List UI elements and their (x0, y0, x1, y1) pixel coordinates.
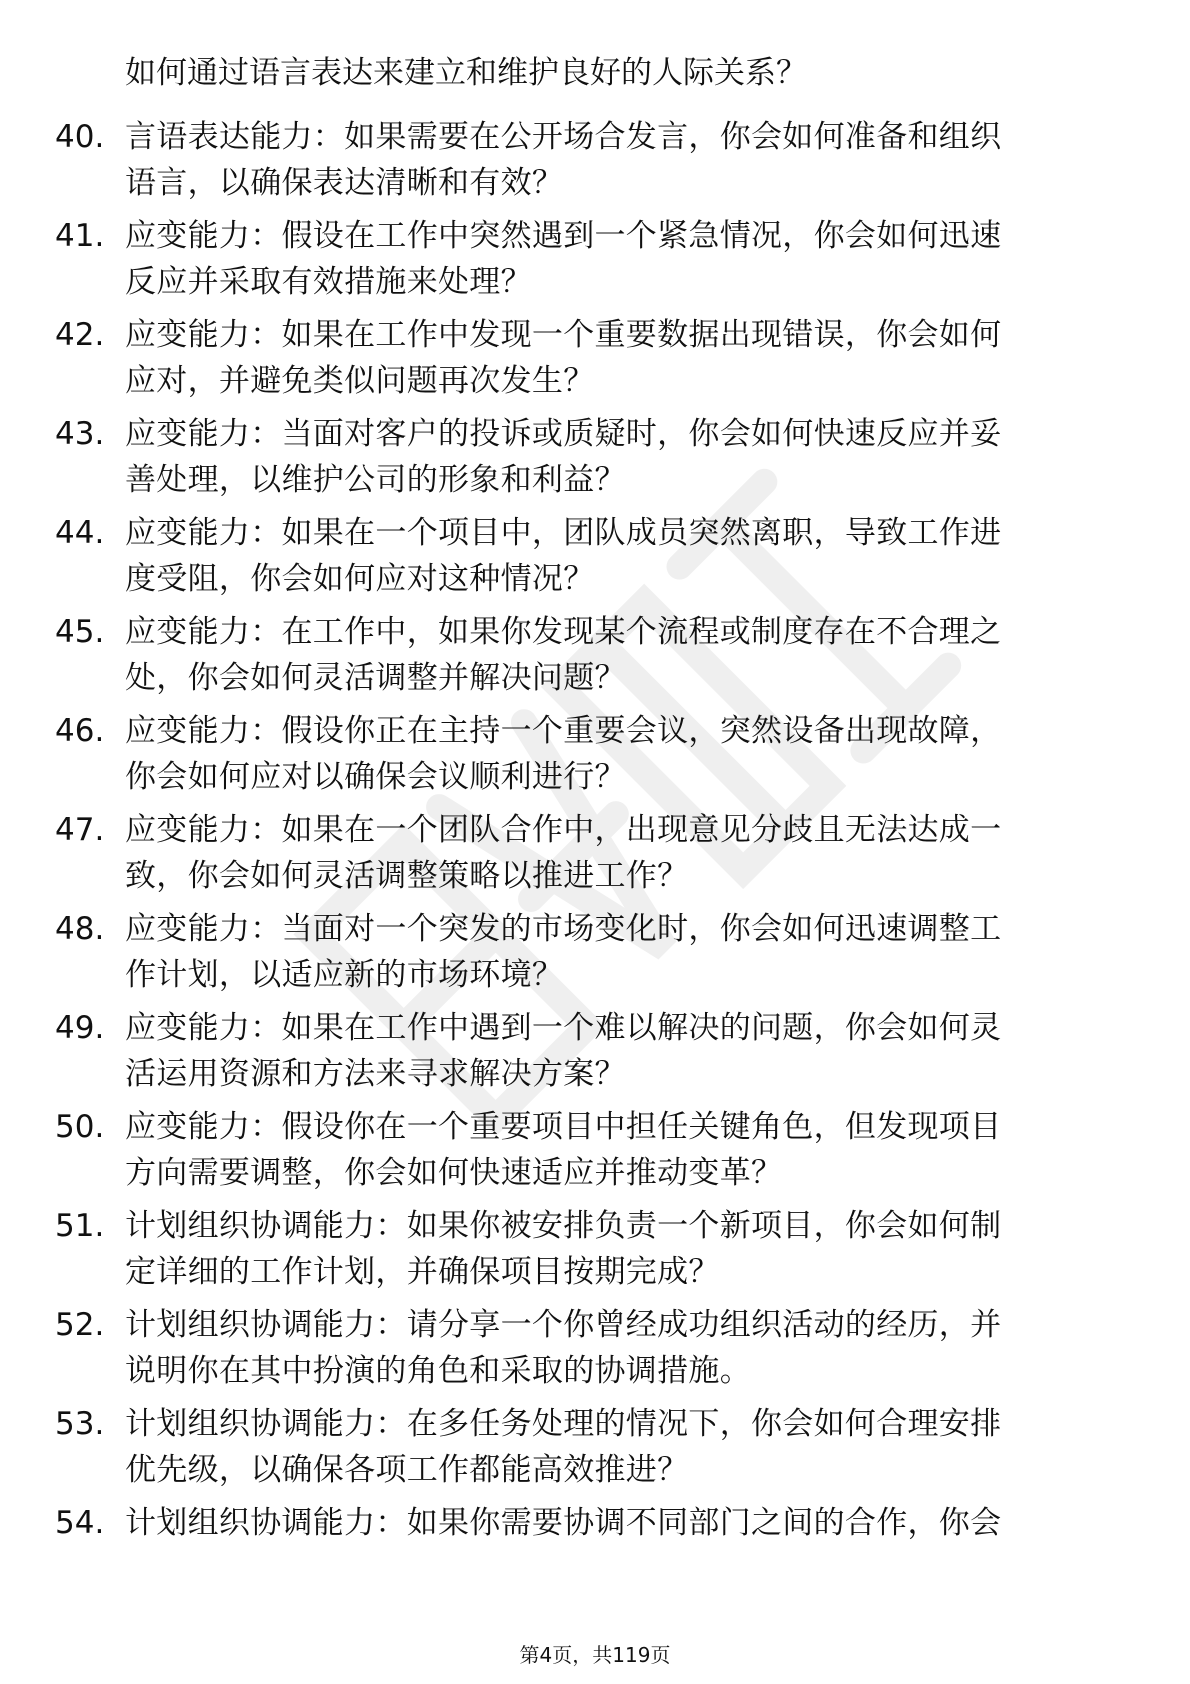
item-number: 48. (55, 911, 105, 947)
list-item (0, 1104, 1190, 1203)
list-item (0, 708, 1190, 807)
item-number: 50. (55, 1109, 105, 1145)
item-line: 应变能力：如果在工作中发现一个重要数据出现错误，你会如何 (125, 317, 1002, 353)
item-line: 计划组织协调能力：请分享一个你曾经成功组织活动的经历，并 (125, 1307, 1002, 1343)
item-text (125, 1203, 1115, 1295)
item-line: 计划组织协调能力：如果你被安排负责一个新项目，你会如何制 (125, 1208, 1002, 1244)
item-line: 应变能力：如果在一个团队合作中，出现意见分歧且无法达成一 (125, 812, 1002, 848)
list-item (0, 114, 1190, 213)
list-item (0, 906, 1190, 1005)
item-text (125, 1104, 1115, 1196)
item-text (125, 510, 1115, 602)
item-line: 言语表达能力：如果需要在公开场合发言，你会如何准备和组织 (125, 119, 1002, 155)
item-number: 52. (55, 1307, 105, 1343)
item-number: 49. (55, 1010, 105, 1046)
item-number: 43. (55, 416, 105, 452)
list-item (0, 1203, 1190, 1302)
item-text (125, 1302, 1115, 1394)
item-line: 反应并采取有效措施来处理？ (125, 264, 532, 300)
continuation-line: 如何通过语言表达来建立和维护良好的人际关系？ (125, 55, 807, 91)
page-footer: 第4页，共119页 (519, 1643, 671, 1667)
item-text (125, 906, 1115, 998)
list-item (0, 1500, 1190, 1599)
item-text (125, 114, 1115, 206)
item-line: 计划组织协调能力：在多任务处理的情况下，你会如何合理安排 (125, 1406, 1002, 1442)
item-number: 42. (55, 317, 105, 353)
item-number: 45. (55, 614, 105, 650)
item-line: 方向需要调整，你会如何快速适应并推动变革？ (125, 1155, 783, 1191)
list-item (0, 213, 1190, 312)
item-text (125, 1500, 1115, 1546)
item-line: 应对，并避免类似问题再次发生？ (125, 363, 595, 399)
item-line: 应变能力：假设你正在主持一个重要会议，突然设备出现故障， (125, 713, 1002, 749)
item-line: 应变能力：当面对一个突发的市场变化时，你会如何迅速调整工 (125, 911, 1002, 947)
item-number: 53. (55, 1406, 105, 1442)
item-line: 定详细的工作计划，并确保项目按期完成？ (125, 1254, 720, 1290)
list-item (0, 1005, 1190, 1104)
item-text (125, 708, 1115, 800)
item-line: 善处理，以维护公司的形象和利益？ (125, 462, 626, 498)
item-line: 应变能力：当面对客户的投诉或质疑时，你会如何快速反应并妥 (125, 416, 1002, 452)
item-text (125, 312, 1115, 404)
item-text (125, 1401, 1115, 1493)
question-list (0, 114, 1190, 1599)
item-line: 处，你会如何灵活调整并解决问题？ (125, 660, 626, 696)
list-item (0, 411, 1190, 510)
item-line: 计划组织协调能力：如果你需要协调不同部门之间的合作，你会 (125, 1505, 1002, 1541)
item-number: 54. (55, 1505, 105, 1541)
item-line: 应变能力：如果在一个项目中，团队成员突然离职，导致工作进 (125, 515, 1002, 551)
item-text (125, 609, 1115, 701)
item-line: 作计划，以适应新的市场环境？ (125, 957, 564, 993)
item-line: 致，你会如何灵活调整策略以推进工作？ (125, 858, 689, 894)
item-line: 度受阻，你会如何应对这种情况？ (125, 561, 595, 597)
item-number: 47. (55, 812, 105, 848)
list-item (0, 312, 1190, 411)
list-item (0, 1401, 1190, 1500)
item-text (125, 807, 1115, 899)
item-number: 41. (55, 218, 105, 254)
item-number: 51. (55, 1208, 105, 1244)
item-line: 应变能力：如果在工作中遇到一个难以解决的问题，你会如何灵 (125, 1010, 1002, 1046)
list-item (0, 510, 1190, 609)
list-item (0, 807, 1190, 906)
item-number: 40. (55, 119, 105, 155)
item-text (125, 213, 1115, 305)
item-line: 你会如何应对以确保会议顺利进行？ (125, 759, 626, 795)
item-line: 说明你在其中扮演的角色和采取的协调措施。 (125, 1353, 751, 1389)
item-number: 46. (55, 713, 105, 749)
item-line: 应变能力：在工作中，如果你发现某个流程或制度存在不合理之 (125, 614, 1002, 650)
item-line: 语言，以确保表达清晰和有效？ (125, 165, 564, 201)
item-text (125, 411, 1115, 503)
item-line: 优先级，以确保各项工作都能高效推进？ (125, 1452, 689, 1488)
item-text (125, 1005, 1115, 1097)
item-number: 44. (55, 515, 105, 551)
list-item (0, 609, 1190, 708)
list-item (0, 1302, 1190, 1401)
item-line: 应变能力：假设你在一个重要项目中担任关键角色，但发现项目 (125, 1109, 1002, 1145)
item-line: 应变能力：假设在工作中突然遇到一个紧急情况，你会如何迅速 (125, 218, 1002, 254)
item-line: 活运用资源和方法来寻求解决方案？ (125, 1056, 626, 1092)
